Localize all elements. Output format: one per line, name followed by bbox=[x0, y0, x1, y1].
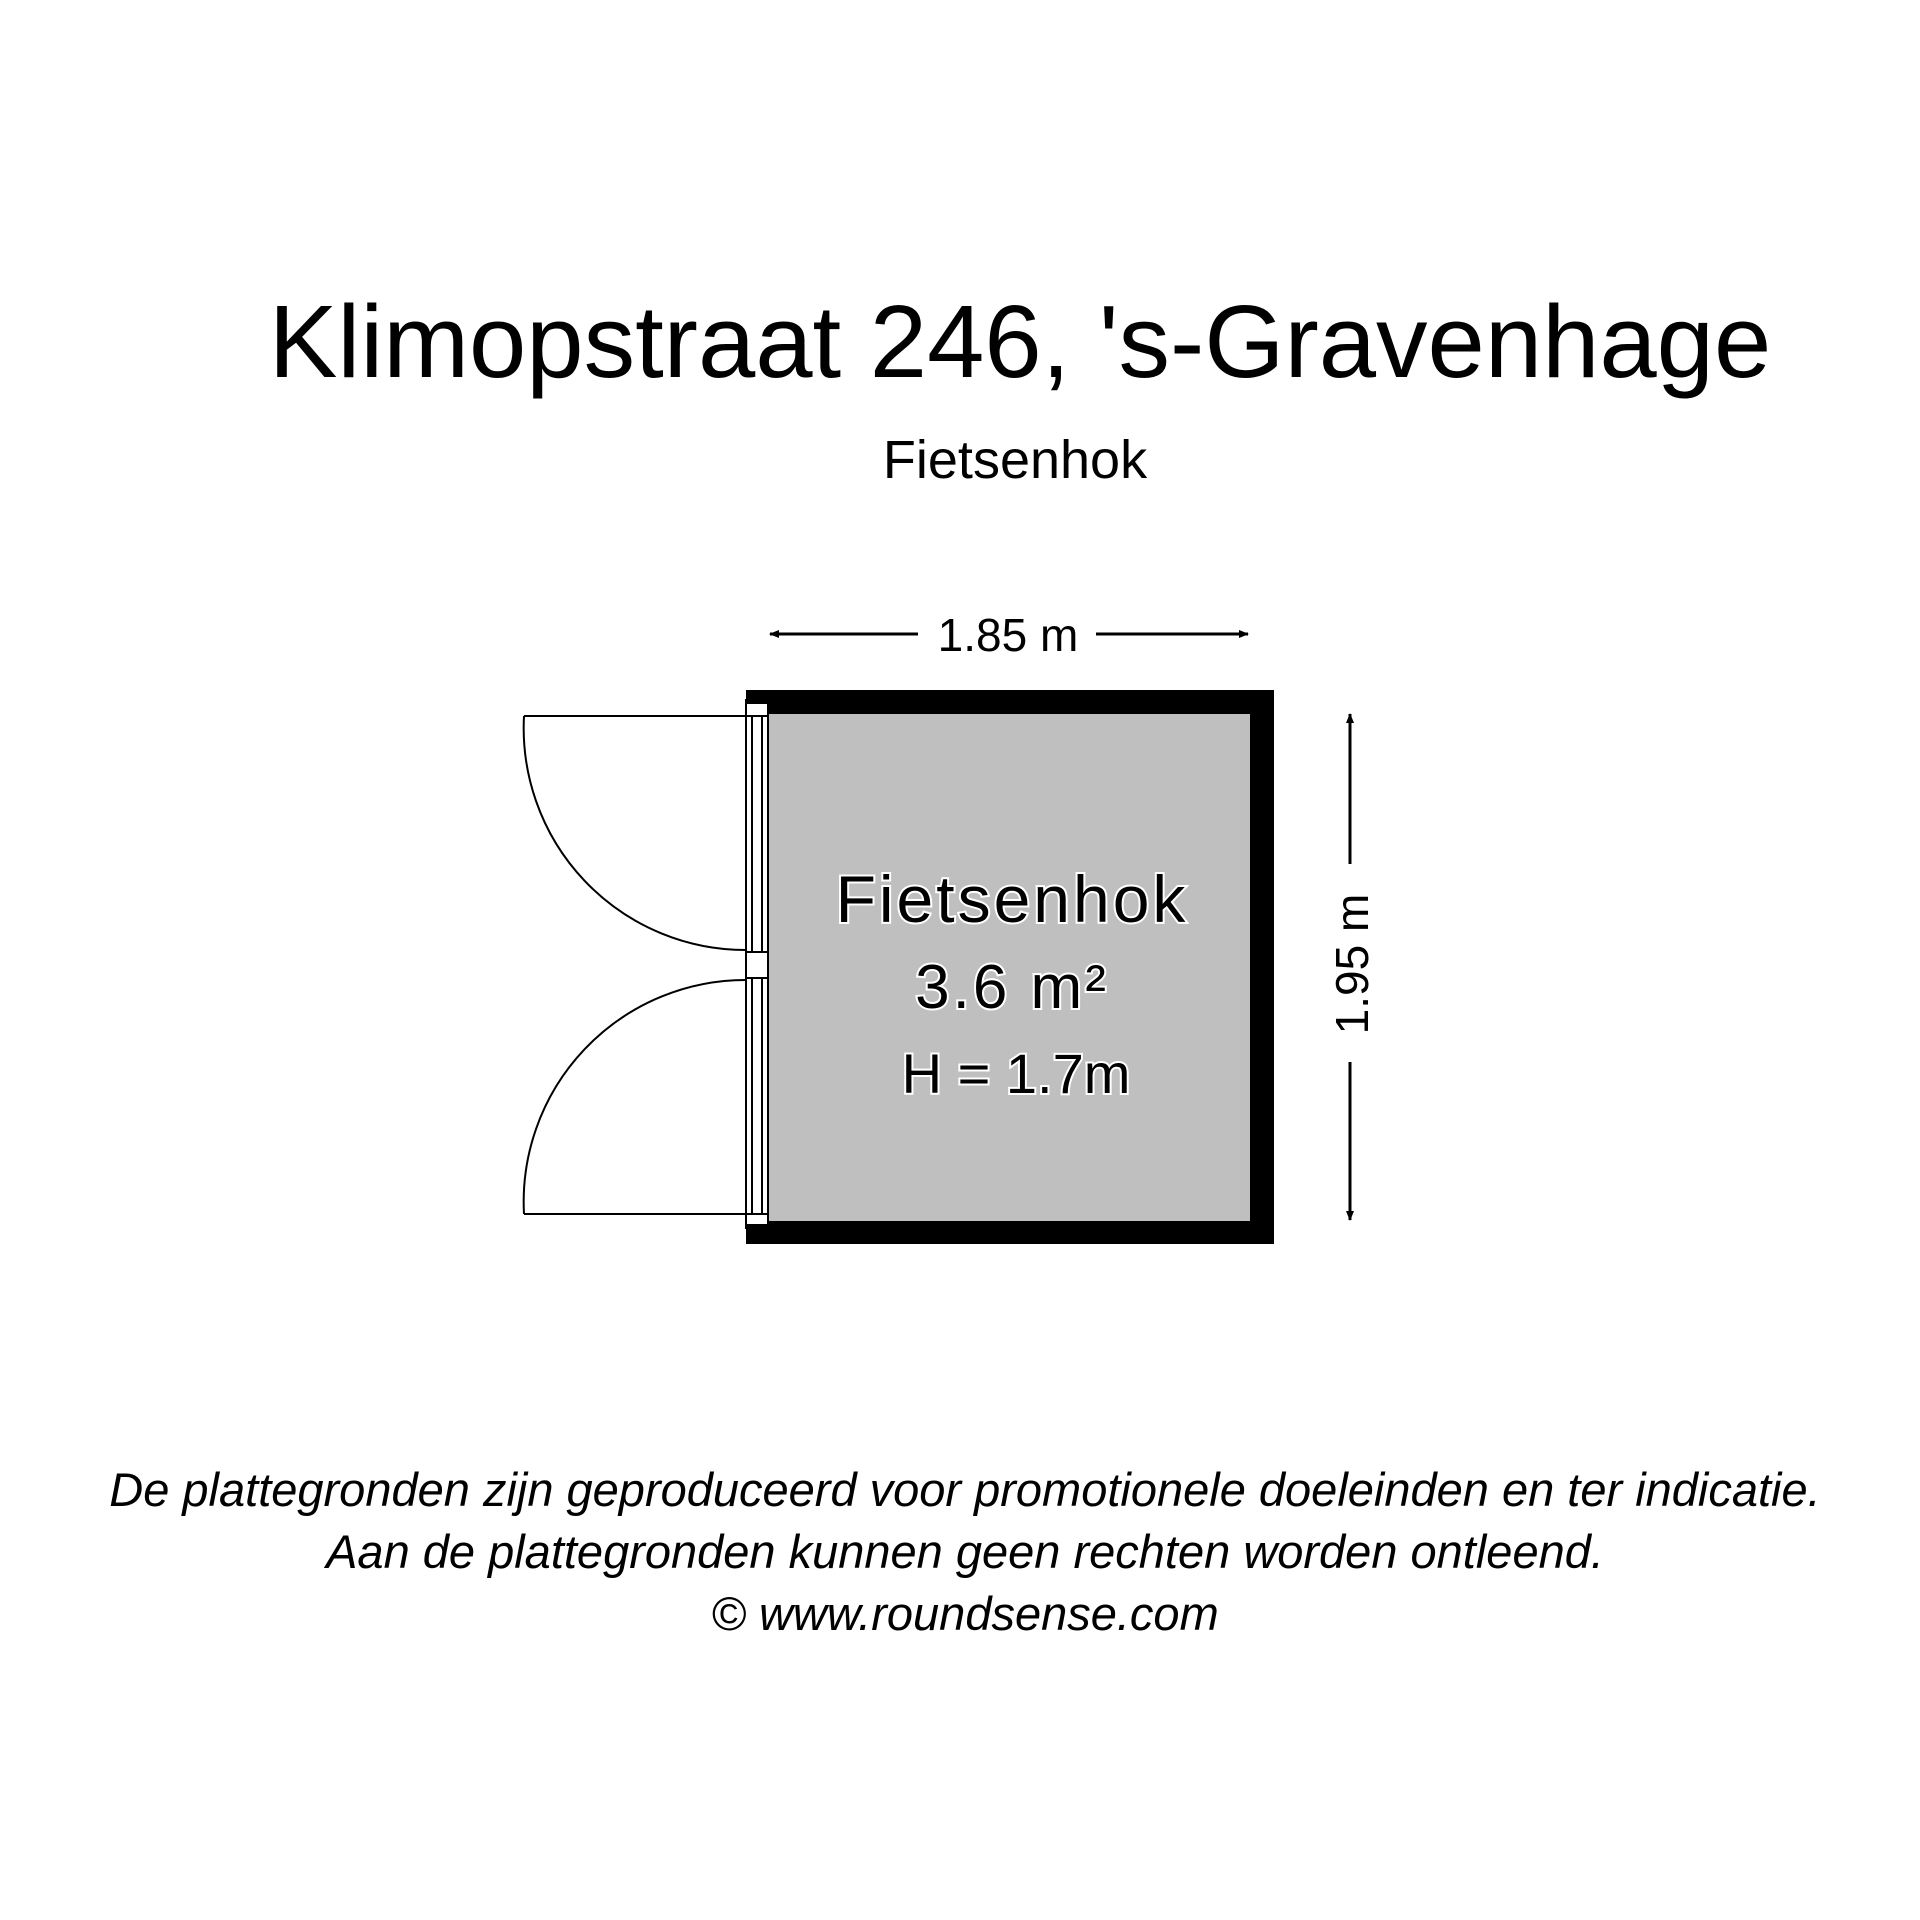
page-title: Klimopstraat 246, 's-Gravenhage bbox=[268, 284, 1772, 399]
door-opening bbox=[746, 704, 768, 1224]
disclaimer-line-1: De plattegronden zijn geproduceerd voor promotionele doeleinden en ter indicatie. bbox=[109, 1463, 1821, 1516]
depth-label: 1.95 m bbox=[1326, 893, 1378, 1035]
depth-dimension bbox=[1326, 714, 1378, 1220]
copyright-line: © www.roundsense.com bbox=[711, 1587, 1219, 1640]
room-height-label: H = 1.7m bbox=[901, 1042, 1131, 1105]
width-label: 1.85 m bbox=[937, 609, 1079, 661]
door-swing-bottom bbox=[524, 980, 746, 1214]
room-area-label: 3.6 m² bbox=[915, 953, 1109, 1022]
page-subtitle: Fietsenhok bbox=[882, 430, 1148, 490]
disclaimer-line-2: Aan de plattegronden kunnen geen rechten worden ontleend. bbox=[326, 1525, 1604, 1578]
door-swing-top bbox=[524, 716, 746, 950]
room-name-label: Fietsenhok bbox=[835, 862, 1189, 936]
width-dimension bbox=[770, 609, 1248, 661]
